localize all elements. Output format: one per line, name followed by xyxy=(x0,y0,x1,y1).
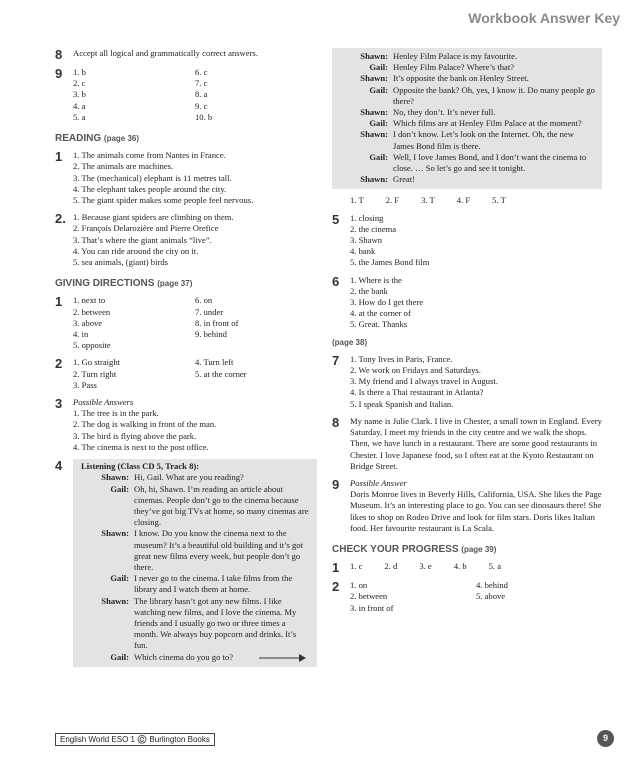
directions-exercise-4 xyxy=(55,459,317,667)
answer-line: 2. François Delarozière and Pierre Orefice xyxy=(73,223,219,234)
exercise-7 xyxy=(332,354,602,410)
answer-line: 1. Tony lives in Paris, France. xyxy=(350,353,453,364)
speaker: Shawn: xyxy=(101,472,129,483)
answer-line: 5. I speak Spanish and Italian. xyxy=(350,398,454,409)
listening-heading: Listening (Class CD 5, Track 8): xyxy=(81,461,200,472)
answer-line: 5. The giant spider makes some people feel nervous. xyxy=(73,195,254,206)
speaker: Shawn: xyxy=(360,129,388,140)
answer-line: 1. next to xyxy=(73,295,106,306)
utterance: No, they don’t. It’s never full. xyxy=(393,107,496,118)
answer-line: 1. on xyxy=(350,580,368,591)
answer-line: 3. The bird is flying above the park. xyxy=(73,430,197,441)
true-false-answers xyxy=(350,195,602,206)
answer-line: 8. a xyxy=(195,89,208,100)
section-title: READING xyxy=(55,133,102,145)
answer-line: 4. at the corner of xyxy=(350,308,411,319)
exercise-number: 1 xyxy=(55,294,63,310)
answer-line: 5. above xyxy=(476,591,506,602)
speaker: Gail: xyxy=(369,84,388,95)
answer-item: 1. c xyxy=(350,561,363,572)
answer-line: 10. b xyxy=(195,111,213,122)
answer-line: 2. Turn right xyxy=(73,368,117,379)
exercise-number: 9 xyxy=(332,476,340,492)
exercise-9 xyxy=(55,67,317,123)
utterance: It’s opposite the bank on Henley Street. xyxy=(393,73,529,84)
answer-line: 3. in front of xyxy=(350,602,394,613)
exercise-number: 2. xyxy=(55,211,66,227)
answer-item: 1. T xyxy=(350,195,364,206)
directions-exercise-3 xyxy=(55,397,317,453)
utterance: Henley Film Palace? Where’s that? xyxy=(393,62,515,73)
exercise-number: 2 xyxy=(55,356,63,372)
speaker: Shawn: xyxy=(101,528,129,539)
answer-line: 9. c xyxy=(195,100,208,111)
exercise-number: 5 xyxy=(332,211,340,227)
section-title: CHECK YOUR PROGRESS xyxy=(332,543,459,555)
answer-line: 2. c xyxy=(73,78,86,89)
answer-line: 1. b xyxy=(73,67,86,77)
section-page: (page 37) xyxy=(157,279,193,289)
utterance: Opposite the bank? Oh, yes, I know it. Do many people go there? xyxy=(393,84,595,106)
footer-credit: English World ESO 1 ©️ Burlington Books xyxy=(55,733,215,746)
answer-line: 4. bank xyxy=(350,246,376,257)
answer-line: 2. the bank xyxy=(350,285,388,296)
answer-line: 3. The (mechanical) elephant is 11 metres tall. xyxy=(73,172,232,183)
answer-line: 4. Turn left xyxy=(195,357,234,368)
transcript-continuation-box xyxy=(332,48,602,189)
section-title: GIVING DIRECTIONS xyxy=(55,278,155,290)
speaker: Shawn: xyxy=(360,51,388,61)
dialogue-line xyxy=(77,484,311,529)
dialogue-line xyxy=(77,528,311,573)
answer-line: 8. in front of xyxy=(195,317,239,328)
speaker: Shawn: xyxy=(360,174,388,185)
answer-line: 1. Where is the xyxy=(350,274,402,285)
speaker: Shawn: xyxy=(101,595,129,606)
answer-line: 3. Pass xyxy=(73,379,97,390)
answer-line: 5. the James Bond film xyxy=(350,257,430,268)
utterance: The library hasn’t got any new films. I like watching new films, and I love the cinema. My friends and I usually go two or three times a month. We always buy popcorn and drinks. It’s fun. xyxy=(134,595,297,651)
dialogue-line xyxy=(336,118,596,129)
answer-line: 1. Go straight xyxy=(73,357,121,368)
answer-line: 4. Is there a Thai restaurant in Atlanta? xyxy=(350,387,484,398)
progress-exercise-1 xyxy=(332,561,602,574)
section-page: (page 39) xyxy=(461,544,497,554)
speaker: Gail: xyxy=(110,573,129,584)
answer-line: 4. a xyxy=(73,100,86,111)
answer-item: 5. a xyxy=(488,561,502,572)
utterance: Which films are at Henley Film Palace at the moment? xyxy=(393,118,582,129)
page-number-badge: 9 xyxy=(597,730,614,747)
answer-line: 7. under xyxy=(195,306,224,317)
exercise-text: Accept all logical and grammatically correct answers. xyxy=(73,48,258,58)
answer-line: 4. The cinema is next to the post office. xyxy=(73,441,209,452)
answer-line: 6. on xyxy=(195,295,213,306)
section-page: (page 38) xyxy=(332,337,368,347)
answer-line: 1. Because giant spiders are climbing on them. xyxy=(73,212,234,223)
dialogue-line xyxy=(336,73,596,84)
answer-line: 2. We work on Fridays and Saturdays. xyxy=(350,365,481,376)
answer-line: 5. at the corner xyxy=(195,368,247,379)
utterance: Great! xyxy=(393,174,415,185)
exercise-8-right xyxy=(332,416,602,472)
answer-line: 2. between xyxy=(73,306,111,317)
section-heading-giving-directions xyxy=(55,278,317,289)
exercise-number: 8 xyxy=(332,414,340,430)
exercise-number: 1 xyxy=(55,149,63,165)
answer-line: 2. The dog is walking in front of the man. xyxy=(73,419,217,430)
speaker: Gail: xyxy=(369,118,388,129)
answer-line: 5. sea animals, (giant) birds xyxy=(73,257,168,268)
left-column xyxy=(55,48,317,673)
dialogue-line xyxy=(336,174,596,185)
exercise-number: 1 xyxy=(332,560,340,576)
answer-item: 2. F xyxy=(385,195,400,206)
answer-line: 6. c xyxy=(195,67,208,77)
answer-line: 2. The animals are machines. xyxy=(73,161,174,172)
dialogue-line xyxy=(77,573,311,595)
answer-line: 3. My friend and I always travel in August. xyxy=(350,376,498,387)
answer-line: 1. closing xyxy=(350,212,384,223)
directions-exercise-1 xyxy=(55,295,317,351)
answer-line: 5. opposite xyxy=(73,340,111,351)
answer-item: 4. b xyxy=(453,561,467,572)
utterance: I know. Do you know the cinema next to the museum? It’s a beautiful old building and it’s got great new films every week, but people don’t go there. xyxy=(134,528,303,572)
directions-exercise-2 xyxy=(55,357,317,391)
answer-line: 7. c xyxy=(195,78,208,89)
exercise-number: 3 xyxy=(55,396,63,412)
exercise-number: 4 xyxy=(55,458,63,474)
possible-answer-label: Possible Answer xyxy=(350,477,407,488)
exercise-number: 8 xyxy=(55,47,63,62)
exercise-number: 6 xyxy=(332,273,340,289)
section-heading-reading xyxy=(55,133,317,144)
dialogue-line xyxy=(336,85,596,107)
paragraph-answer: My name is Julie Clark. I live in Chester, a small town in England. Every Saturday, I meet my friends in the city centre and we walk the shops. Then, we have lunch in a restaurant. There are some good restaurants in Chester. I love Japanese food, so I often eat at the Kyoto Restaurant on Bridge Street. xyxy=(350,415,602,471)
utterance: Oh, hi, Shawn. I’m reading an article about cinemas. People don’t go to the cinema because they’ve got big TVs at home, so many cinemas are closing. xyxy=(134,483,309,528)
answer-line: 3. How do I get there xyxy=(350,297,424,308)
answer-line: 2. the cinema xyxy=(350,223,397,234)
speaker: Gail: xyxy=(110,651,129,662)
dialogue-line xyxy=(336,62,596,73)
section-page: (page 36) xyxy=(103,134,140,144)
answer-line: 9. behind xyxy=(195,329,227,340)
answer-line: 3. That’s where the giant animals “live”. xyxy=(73,234,212,245)
utterance: Hi, Gail. What are you reading? xyxy=(134,472,244,483)
reading-exercise-2 xyxy=(55,212,317,268)
dialogue-line xyxy=(77,472,311,483)
listening-transcript-box xyxy=(73,459,317,667)
speaker: Shawn: xyxy=(360,107,388,118)
exercise-6 xyxy=(332,275,602,331)
dialogue-line xyxy=(336,107,596,118)
speaker: Gail: xyxy=(369,62,388,73)
dialogue-line xyxy=(336,129,596,151)
answer-line: 4. in xyxy=(73,329,89,340)
answer-line: 5. a xyxy=(73,111,86,122)
utterance: Well, I love James Bond, and I don’t want the cinema to close. … So let’s go and see it tonight. xyxy=(393,151,587,174)
answer-line: 3. b xyxy=(73,89,86,100)
answer-line: 5. Great. Thanks xyxy=(350,319,408,330)
exercise-number: 2 xyxy=(332,579,340,595)
page-header-title: Workbook Answer Key xyxy=(468,10,620,26)
answer-item: 3. e xyxy=(419,561,432,572)
answer-item: 5. T xyxy=(492,195,506,206)
answer-line: 3. Shawn xyxy=(350,235,382,246)
page-38-label xyxy=(332,337,602,348)
answer-line: 4. You can ride around the city on it. xyxy=(73,245,199,256)
answer-item: 3. T xyxy=(421,195,435,206)
answer-line: 1. The animals come from Nantes in France. xyxy=(73,150,226,161)
right-column xyxy=(332,48,602,620)
reading-exercise-1 xyxy=(55,150,317,206)
exercise-5 xyxy=(332,213,602,269)
dialogue-line xyxy=(336,51,596,62)
exercise-number: 7 xyxy=(332,352,340,368)
speaker: Shawn: xyxy=(360,73,388,84)
utterance: I don’t know. Let’s look on the Internet. Oh, the new James Bond film is there. xyxy=(393,129,574,151)
answer-line: 1. The tree is in the park. xyxy=(73,408,159,419)
continue-arrow-icon xyxy=(257,653,307,663)
progress-exercise-2 xyxy=(332,580,602,614)
utterance: Which cinema do you go to? xyxy=(134,651,234,662)
answer-item: 4. F xyxy=(456,195,471,206)
answer-line: 2. between xyxy=(350,591,388,602)
dialogue-line xyxy=(336,152,596,174)
dialogue-line xyxy=(77,596,311,652)
answer-line: 4. The elephant takes people around the city. xyxy=(73,183,227,194)
exercise-number: 9 xyxy=(55,66,63,81)
answer-line: 3. above xyxy=(73,317,103,328)
section-heading-check-progress xyxy=(332,544,602,555)
utterance: I never go to the cinema. I take films from the library and I watch them at home. xyxy=(134,573,293,595)
exercise-9-right xyxy=(332,478,602,534)
answer-item: 2. d xyxy=(384,561,398,572)
answer-line: 4. behind xyxy=(476,580,508,591)
speaker: Gail: xyxy=(369,151,388,162)
exercise-8 xyxy=(55,48,317,61)
utterance: Henley Film Palace is my favourite. xyxy=(393,51,518,61)
speaker: Gail: xyxy=(110,483,129,494)
paragraph-answer: Doris Monroe lives in Beverly Hills, California, USA. She likes the Page Museum. It’s an interesting place to go. You can see dinosaurs there! She likes to shop on Rodeo Drive and look for film stars. Doris likes Italian food. Her favourite restaurant is La Scala. xyxy=(350,489,602,533)
possible-answers-label: Possible Answers xyxy=(73,397,134,408)
